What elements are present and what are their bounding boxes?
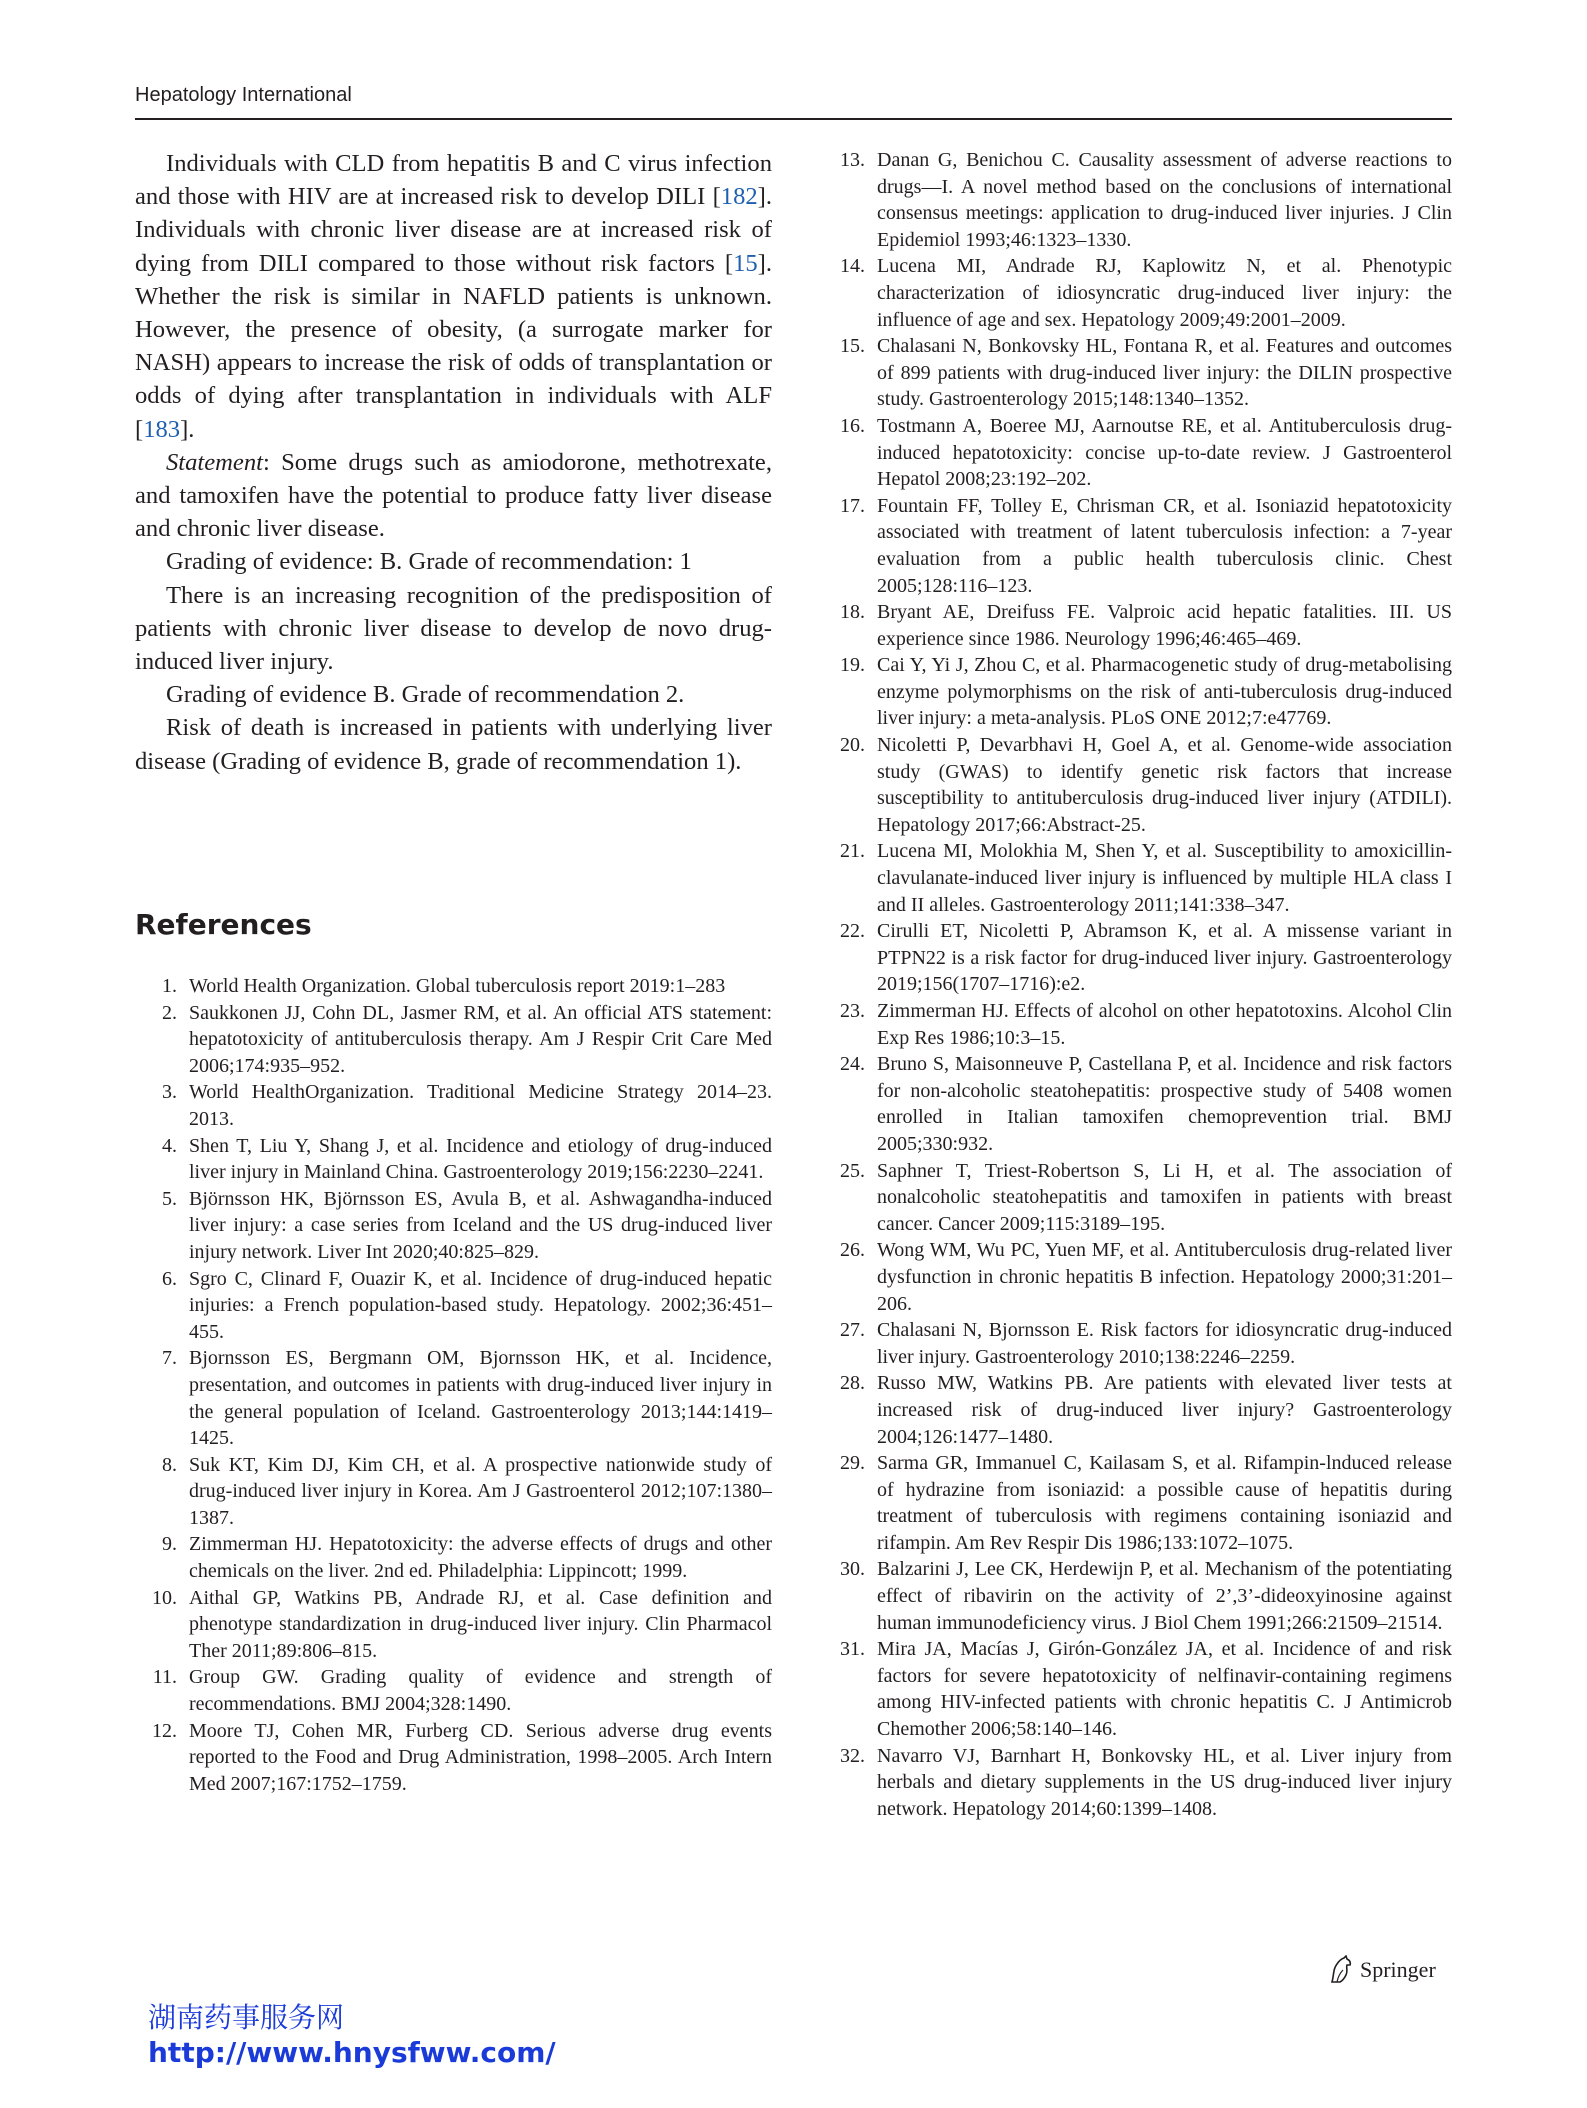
reference-number: 23. xyxy=(840,1000,865,1022)
reference-text: World Health Organization. Global tuberculosis report 2019:1–283 xyxy=(189,975,726,997)
watermark-site-name: 湖南药事服务网 xyxy=(148,2001,345,2034)
header-rule xyxy=(135,118,1452,120)
p1-text-c: ]. Whether the risk is similar in NAFLD patients is unknown. However, the presence of obesity, (a surrogate marker for NASH) appears to increase the risk of odds of transplantation or odds of dying after transplantation in individuals with ALF [ xyxy=(135,249,772,443)
statement-label: Statement xyxy=(166,448,263,476)
reference-item xyxy=(135,1664,772,1717)
body-paragraph-risk-of-death: Risk of death is increased in patients with underlying liver disease (Grading of evidence B, grade of recommendation 1). xyxy=(135,714,772,775)
reference-text: Bryant AE, Dreifuss FE. Valproic acid hepatic fatalities. III. US experience since 1986. Neurology 1996;46:465–469. xyxy=(877,601,1452,650)
body-paragraph-grading-1: Grading of evidence: B. Grade of recommendation: 1 xyxy=(166,548,692,576)
reference-text: Tostmann A, Boeree MJ, Aarnoutse RE, et al. Antituberculosis drug-induced hepatotoxicity: concise up-to-date review. J Gastroenterol Hepatol 2008;23:192–202. xyxy=(877,414,1452,491)
reference-item xyxy=(823,1370,1452,1450)
reference-number: 20. xyxy=(840,734,865,757)
reference-item xyxy=(823,333,1452,413)
reference-number: 31. xyxy=(840,1638,865,1661)
reference-text: Zimmerman HJ. Effects of alcohol on other hepatotoxins. Alcohol Clin Exp Res 1986;10:3–15. xyxy=(877,1000,1452,1049)
reference-text: Mira JA, Macías J, Girón-González JA, et al. Incidence of and risk factors for severe hepatotoxicity of nelfinavir-containing regimens among HIV-infected patients with chronic hepatitis C. J Antimicrob Chemother 2006;58:140–146. xyxy=(877,1638,1452,1741)
watermark xyxy=(148,2000,556,2070)
reference-item xyxy=(135,1718,772,1798)
reference-text: Lucena MI, Andrade RJ, Kaplowitz N, et al. Phenotypic characterization of idiosyncratic drug-induced liver injury: the influence of age and sex. Hepatology 2009;49:2001–2009. xyxy=(877,255,1452,331)
reference-item xyxy=(823,599,1452,652)
reference-text: Zimmerman HJ. Hepatotoxicity: the adverse effects of drugs and other chemicals on the liver. 2nd ed. Philadelphia: Lippincott; 1999. xyxy=(189,1533,772,1583)
reference-text: Aithal GP, Watkins PB, Andrade RJ, et al. Case definition and phenotype standardization in drug-induced liver injury. Clin Pharmacol Ther 2011;89:806–815. xyxy=(189,1586,772,1662)
reference-text: Saukkonen JJ, Cohn DL, Jasmer RM, et al. An official ATS statement: hepatotoxicity of antituberculosis therapy. Am J Respir Crit Care Med 2006;174:935–952. xyxy=(189,1001,772,1077)
reference-number: 3. xyxy=(162,1081,177,1104)
reference-number: 24. xyxy=(840,1053,865,1076)
reference-text: Danan G, Benichou C. Causality assessment of adverse reactions to drugs—I. A novel method based on the conclusions of international consensus meetings: application to drug-induced liver injuries. J Clin Epidemiol 1993;46:1323–1330. xyxy=(877,149,1452,251)
publisher-name: Springer xyxy=(1360,1957,1436,1982)
reference-number: 12. xyxy=(152,1719,177,1742)
reference-item xyxy=(823,1158,1452,1238)
reference-number: 6. xyxy=(162,1267,177,1290)
reference-item xyxy=(823,652,1452,732)
reference-text: Russo MW, Watkins PB. Are patients with elevated liver tests at increased risk of drug-induced liver injury? Gastroenterology 2004;126:1477–1480. xyxy=(877,1372,1452,1448)
reference-number: 14. xyxy=(840,255,865,278)
reference-item xyxy=(135,1266,772,1346)
reference-item xyxy=(823,1237,1452,1317)
reference-number: 8. xyxy=(162,1453,177,1476)
reference-text: Shen T, Liu Y, Shang J, et al. Incidence and etiology of drug-induced liver injury in Mainland China. Gastroenterology 2019;156:2230–2241. xyxy=(189,1134,772,1184)
reference-number: 1. xyxy=(162,975,177,997)
reference-number: 21. xyxy=(840,840,865,863)
reference-number: 15. xyxy=(840,335,865,358)
reference-number: 4. xyxy=(162,1134,177,1157)
reference-text: Chalasani N, Bjornsson E. Risk factors for idiosyncratic drug-induced liver injury. Gastroenterology 2010;138:2246–2259. xyxy=(877,1319,1452,1368)
reference-list-left xyxy=(135,973,772,1797)
journal-running-header: Hepatology International xyxy=(135,84,352,106)
reference-item xyxy=(823,998,1452,1051)
reference-number: 2. xyxy=(162,1001,177,1024)
reference-item xyxy=(135,1186,772,1266)
reference-item xyxy=(823,1556,1452,1636)
reference-text: Lucena MI, Molokhia M, Shen Y, et al. Susceptibility to amoxicillin-clavulanate-induced liver injury is influenced by multiple HLA class I and II alleles. Gastroenterology 2011;141:338–347. xyxy=(877,840,1452,916)
reference-text: Nicoletti P, Devarbhavi H, Goel A, et al. Genome-wide association study (GWAS) to identify genetic risk factors that increase susceptibility to antituberculosis drug-induced liver injury (ATDILI). Hepatology 2017;66:Abstract-25. xyxy=(877,734,1452,836)
reference-item xyxy=(823,1051,1452,1157)
reference-text: Group GW. Grading quality of evidence and strength of recommendations. BMJ 2004;328:1490. xyxy=(189,1666,772,1716)
reference-text: Suk KT, Kim DJ, Kim CH, et al. A prospective nationwide study of drug-induced liver injury in Korea. Am J Gastroenterol 2012;107:1380–1387. xyxy=(189,1453,772,1529)
reference-number: 16. xyxy=(840,414,865,437)
reference-number: 19. xyxy=(840,654,865,677)
reference-number: 32. xyxy=(840,1744,865,1767)
reference-item xyxy=(135,1345,772,1451)
reference-text: Navarro VJ, Barnhart H, Bonkovsky HL, et al. Liver injury from herbals and dietary supplements in the US drug-induced liver injury network. Hepatology 2014;60:1399–1408. xyxy=(877,1744,1452,1820)
watermark-url[interactable]: http://www.hnysfww.com/ xyxy=(148,2036,556,2069)
p1-text-a: Individuals with CLD from hepatitis B and C virus infection and those with HIV are at increased risk to develop DILI [ xyxy=(135,150,772,211)
reference-text: Sgro C, Clinard F, Ouazir K, et al. Incidence of drug-induced hepatic injuries: a French population-based study. Hepatology. 2002;36:451–455. xyxy=(189,1267,772,1343)
body-paragraph-1 xyxy=(135,147,772,446)
reference-item xyxy=(135,1585,772,1665)
reference-item xyxy=(135,1452,772,1532)
reference-item xyxy=(135,1079,772,1132)
reference-number: 26. xyxy=(840,1239,865,1262)
reference-item xyxy=(135,973,772,1000)
reference-number: 27. xyxy=(840,1319,865,1342)
reference-item xyxy=(823,253,1452,333)
reference-text: Moore TJ, Cohen MR, Furberg CD. Serious adverse drug events reported to the Food and Drug Administration, 1998–2005. Arch Intern Med 2007;167:1752–1759. xyxy=(189,1719,772,1795)
reference-number: 25. xyxy=(840,1159,865,1182)
reference-number: 28. xyxy=(840,1372,865,1395)
reference-text: Bruno S, Maisonneuve P, Castellana P, et al. Incidence and risk factors for non-alcoholic steatohepatitis: prospective study of 5408 women enrolled in Italian tamoxifen chemoprevention trial. BMJ 2005;330:932. xyxy=(877,1053,1452,1155)
reference-text: Sarma GR, Immanuel C, Kailasam S, et al. Rifampin-lnduced release of hydrazine from isoniazid: a possible cause of hepatitis during treatment of tuberculosis with regimens containing isoniazid and rifampin. Am Rev Respir Dis 1986;133:1072–1075. xyxy=(877,1452,1452,1554)
reference-text: Fountain FF, Tolley E, Chrisman CR, et al. Isoniazid hepatotoxicity associated with treatment of latent tuberculosis infection: a 7-year evaluation from a public health tuberculosis clinic. Chest 2005;128:116–123. xyxy=(877,494,1452,597)
reference-text: Bjornsson ES, Bergmann OM, Bjornsson HK, et al. Incidence, presentation, and outcomes in patients with drug-induced liver injury in the general population of Iceland. Gastroenterology 2013;144:1419–1425. xyxy=(189,1347,772,1450)
reference-item xyxy=(823,1743,1452,1823)
reference-text: Balzarini J, Lee CK, Herdewijn P, et al. Mechanism of the potentiating effect of ribavirin on the activity of 2’,3’-dideoxyinosine against human immunodeficiency virus. J Biol Chem 1991;266:21509–21514. xyxy=(877,1558,1452,1634)
reference-number: 9. xyxy=(162,1533,177,1556)
body-paragraph-statement xyxy=(135,446,772,546)
reference-item xyxy=(135,1000,772,1080)
springer-logo xyxy=(1328,1955,1436,1985)
statement-text: : Some drugs such as amiodorone, methotrexate, and tamoxifen have the potential to produce fatty liver disease and chronic liver disease. xyxy=(135,448,772,543)
reference-item xyxy=(823,918,1452,998)
left-column xyxy=(135,147,772,1795)
reference-item xyxy=(823,1450,1452,1556)
reference-list-right xyxy=(823,147,1452,1822)
reference-item xyxy=(823,493,1452,599)
reference-item xyxy=(823,147,1452,253)
p1-text-b: ]. Individuals with chronic liver disease are at increased risk of dying from DILI compared to those without risk factors [ xyxy=(135,183,772,277)
reference-item xyxy=(135,1531,772,1584)
reference-item xyxy=(823,838,1452,918)
citation-link-15[interactable]: 15 xyxy=(733,249,758,277)
reference-number: 11. xyxy=(152,1666,177,1689)
reference-text: Cai Y, Yi J, Zhou C, et al. Pharmacogenetic study of drug-metabolising enzyme polymorphisms on the risk of anti-tuberculosis drug-induced liver injury: a meta-analysis. PLoS ONE 2012;7:e47769. xyxy=(877,654,1452,730)
reference-text: Cirulli ET, Nicoletti P, Abramson K, et al. A missense variant in PTPN22 is a risk factor for drug-induced liver injury. Gastroenterology 2019;156(1707–1716):e2. xyxy=(877,920,1452,996)
body-paragraph-grading-2: Grading of evidence B. Grade of recommendation 2. xyxy=(166,681,685,709)
reference-item xyxy=(823,732,1452,838)
reference-text: Chalasani N, Bonkovsky HL, Fontana R, et al. Features and outcomes of 899 patients with drug-induced liver injury: the DILIN prospective study. Gastroenterology 2015;148:1340–1352. xyxy=(877,335,1452,411)
reference-item xyxy=(823,1317,1452,1370)
body-paragraph-predisposition: There is an increasing recognition of the predisposition of patients with chronic liver disease to develop de novo drug-induced liver injury. xyxy=(135,581,772,676)
reference-text: Wong WM, Wu PC, Yuen MF, et al. Antituberculosis drug-related liver dysfunction in chronic hepatitis B infection. Hepatology 2000;31:201–206. xyxy=(877,1239,1452,1315)
springer-horse-icon xyxy=(1328,1955,1354,1985)
reference-item xyxy=(135,1133,772,1186)
p1-text-d: ]. xyxy=(180,415,195,443)
reference-number: 7. xyxy=(162,1347,177,1370)
reference-number: 10. xyxy=(152,1586,177,1609)
reference-item xyxy=(823,413,1452,493)
reference-number: 18. xyxy=(840,601,865,624)
reference-text: World HealthOrganization. Traditional Medicine Strategy 2014–23. 2013. xyxy=(189,1081,772,1130)
reference-text: Björnsson HK, Björnsson ES, Avula B, et al. Ashwagandha-induced liver injury: a case series from Iceland and the US drug-induced liver injury network. Liver Int 2020;40:825–829. xyxy=(189,1187,772,1263)
reference-number: 22. xyxy=(840,920,865,943)
reference-number: 29. xyxy=(840,1452,865,1475)
reference-text: Saphner T, Triest-Robertson S, Li H, et al. The association of nonalcoholic steatohepatitis and tamoxifen in patients with breast cancer. Cancer 2009;115:3189–195. xyxy=(877,1159,1452,1235)
citation-link-183[interactable]: 183 xyxy=(143,415,181,443)
reference-item xyxy=(823,1636,1452,1742)
citation-link-182[interactable]: 182 xyxy=(720,183,758,211)
reference-number: 13. xyxy=(840,149,865,171)
reference-number: 30. xyxy=(840,1558,865,1581)
reference-number: 17. xyxy=(840,494,865,517)
reference-number: 5. xyxy=(162,1187,177,1210)
references-heading: References xyxy=(135,908,312,941)
